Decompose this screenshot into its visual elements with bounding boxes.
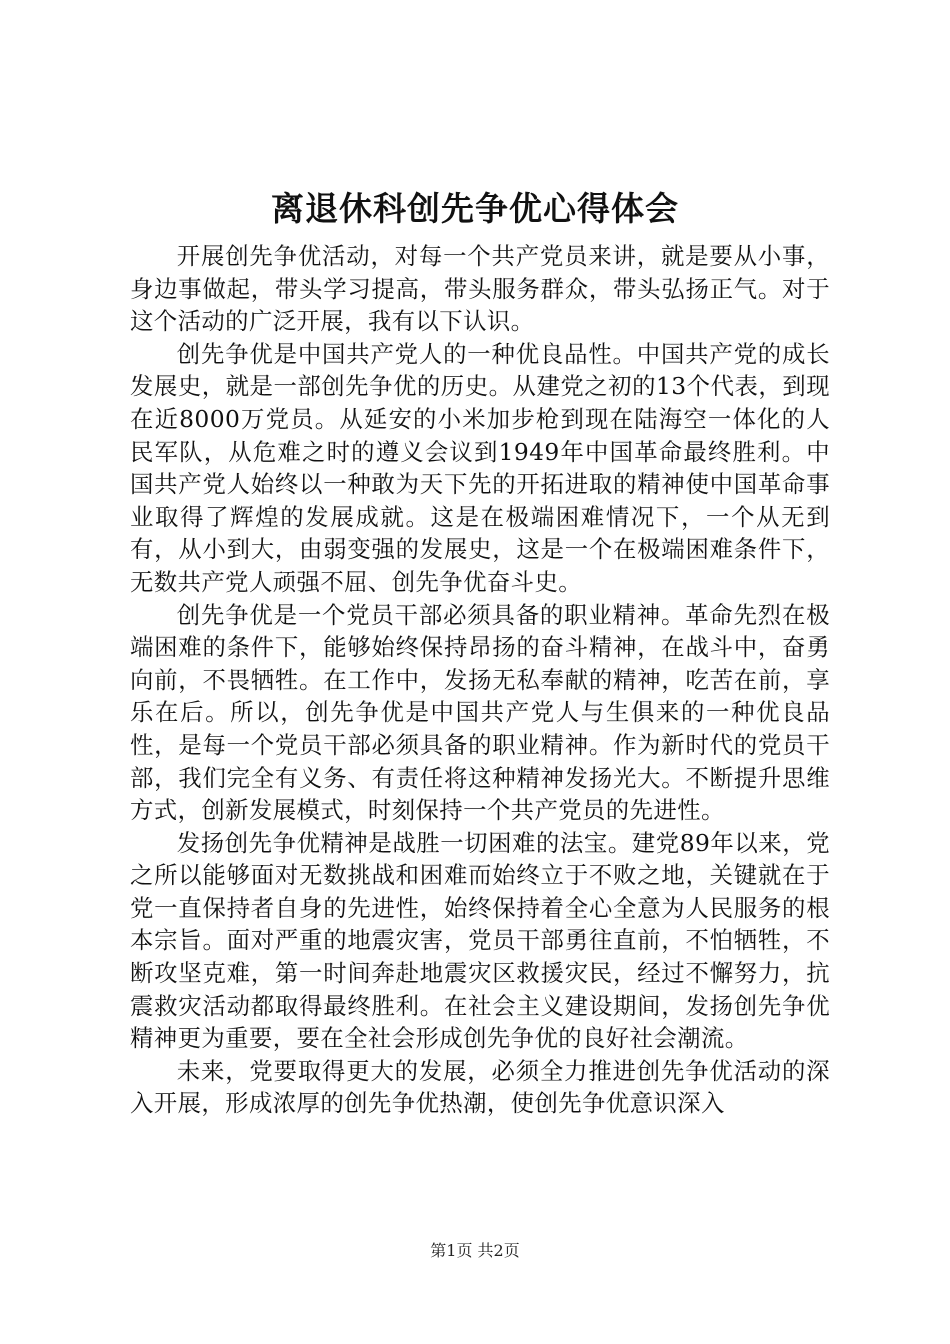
paragraph-2: 创先争优是中国共产党人的一种优良品性。中国共产党的成长发展史，就是一部创先争优的历史。从建党之初的13个代表，到现在近8000万党员。从延安的小米加步枪到现在陆海空一体化的人民军队，从危难之时的遵义会议到1949年中国革命最终胜利。中国共产党人始终以一种敢为天下先的开拓进取的精神使中国革命事业取得了辉煌的发展成就。这是在极端困难情况下，一个从无到有，从小到大，由弱变强的发展史，这是一个在极端困难条件下，无数共产党人顽强不屈、创先争优奋斗史。 xyxy=(130,339,830,596)
page-footer: 第1页 共2页 xyxy=(430,1241,520,1260)
paragraph-5: 未来，党要取得更大的发展，必须全力推进创先争优活动的深入开展，形成浓厚的创先争优热潮，使创先争优意识深入 xyxy=(130,1056,830,1118)
paragraph-3: 创先争优是一个党员干部必须具备的职业精神。革命先烈在极端困难的条件下，能够始终保持昂扬的奋斗精神，在战斗中，奋勇向前，不畏牺牲。在工作中，发扬无私奉献的精神，吃苦在前，享乐在后。所以，创先争优是中国共产党人与生俱来的一种优良品性，是每一个党员干部必须具备的职业精神。作为新时代的党员干部，我们完全有义务、有责任将这种精神发扬光大。不断提升思维方式，创新发展模式，时刻保持一个共产党员的先进性。 xyxy=(130,600,830,825)
paragraph-1: 开展创先争优活动，对每一个共产党员来讲，就是要从小事，身边事做起，带头学习提高，带头服务群众，带头弘扬正气。对于这个活动的广泛开展，我有以下认识。 xyxy=(130,242,830,336)
document-title: 离退休科创先争优心得体会 xyxy=(271,189,679,228)
paragraph-4: 发扬创先争优精神是战胜一切困难的法宝。建党89年以来，党之所以能够面对无数挑战和困难而始终立于不败之地，关键就在于党一直保持者自身的先进性，始终保持着全心全意为人民服务的根本宗旨。面对严重的地震灾害，党员干部勇往直前，不怕牺牲，不断攻坚克难，第一时间奔赴地震灾区救援灾民，经过不懈努力，抗震救灾活动都取得最终胜利。在社会主义建设期间，发扬创先争优精神更为重要，要在全社会形成创先争优的良好社会潮流。 xyxy=(130,828,830,1053)
document-body xyxy=(130,240,830,1120)
